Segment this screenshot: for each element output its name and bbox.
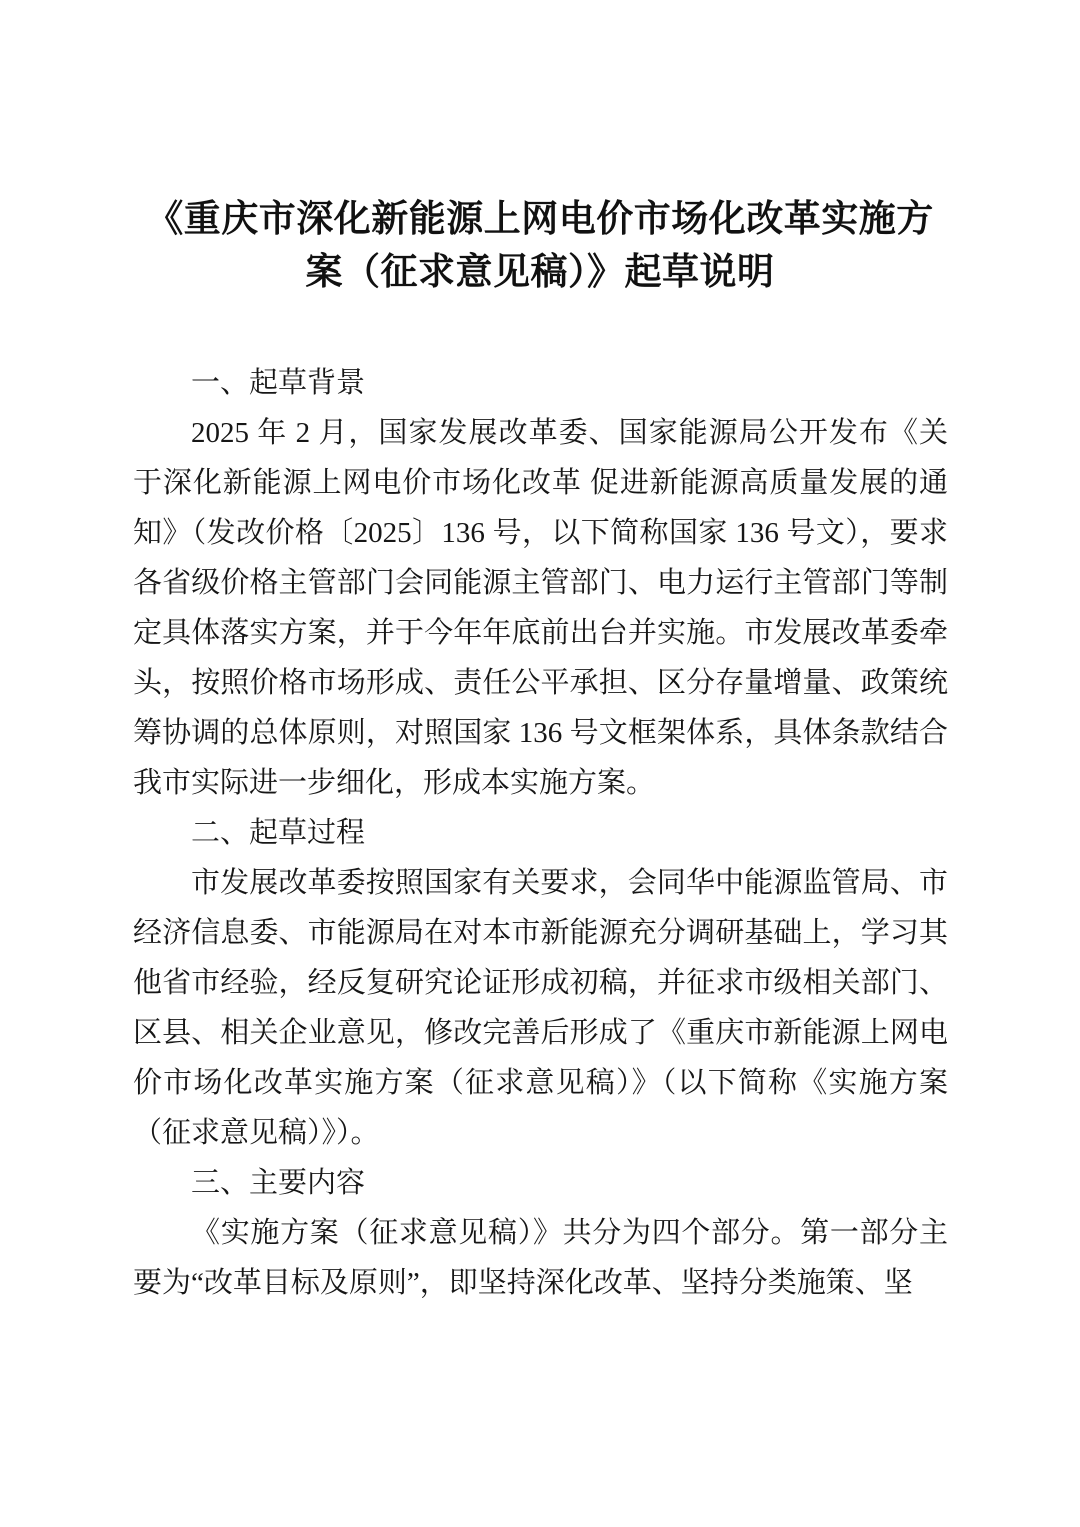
paragraph-background: 2025 年 2 月，国家发展改革委、国家能源局公开发布《关于深化新能源上网电价市场化改革 促进新能源高质量发展的通知》（发改价格〔2025〕136 号，以下简称国家 136 号文），要求各省级价格主管部门会同能源主管部门、电力运行主管部门等制定具体落实方案，并于今年年底前出台并实施。市发展改革委牵头，按照价格市场形成、责任公平承担、区分存量增量、政策统筹协调的总体原则，对照国家 136 号文框架体系，具体条款结合我市实际进一步细化，形成本实施方案。 [133,417,948,799]
section-heading-1: 一、起草背景 [191,367,366,399]
section-heading-2: 二、起草过程 [191,817,366,849]
document-title [110,0,970,298]
paragraph-process: 市发展改革委按照国家有关要求，会同华中能源监管局、市经济信息委、市能源局在对本市新能源充分调研基础上，学习其他省市经验，经反复研究论证形成初稿，并征求市级相关部门、区县、相关企业意见，修改完善后形成了《重庆市新能源上网电价市场化改革实施方案（征求意见稿）》（以下简称《实施方案（征求意见稿）》）。 [133,867,948,1149]
document-body [133,358,948,1308]
paragraph-main-content: 《实施方案（征求意见稿）》共分为四个部分。第一部分主要为“改革目标及原则”，即坚持深化改革、坚持分类施策、坚 [133,1217,948,1299]
document-title-line-2: 案（征求意见稿）》起草说明 [305,251,775,292]
section-heading-3: 三、主要内容 [191,1167,366,1199]
document-title-line-1: 《重庆市深化新能源上网电价市场化改革实施方 [146,198,934,239]
